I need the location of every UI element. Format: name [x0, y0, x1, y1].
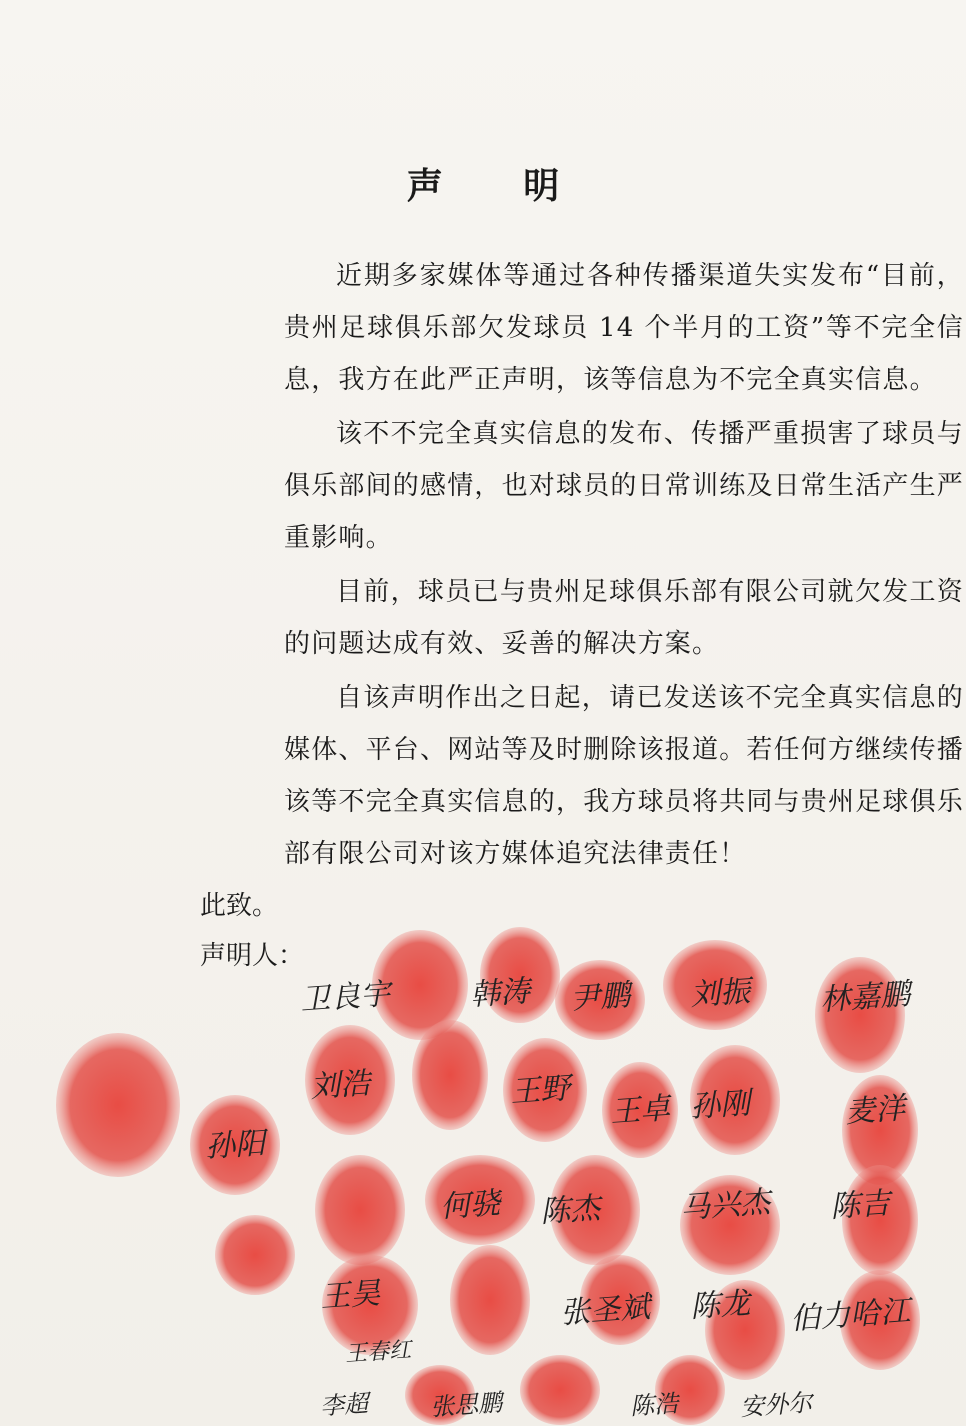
paragraph-1: 近期多家媒体等通过各种传播渠道失实发布“目前，贵州足球俱乐部欠发球员 14 个半月的工资”等不完全信息，我方在此严正声明，该等信息为不完全真实信息。	[284, 261, 964, 395]
closing-text: 此致。	[200, 891, 279, 921]
signature: 王野	[509, 1070, 572, 1111]
signature: 陈吉	[829, 1185, 892, 1226]
signature: 王春红	[344, 1337, 412, 1368]
fingerprint-mark	[56, 1033, 180, 1177]
fingerprint-mark	[520, 1355, 600, 1425]
signature: 张思鹏	[429, 1388, 504, 1422]
signature: 马兴杰	[679, 1184, 772, 1227]
signature: 陈浩	[629, 1389, 680, 1421]
signature: 安外尔	[739, 1388, 814, 1422]
signature: 麦洋	[844, 1090, 907, 1131]
signature: 王卓	[609, 1090, 672, 1131]
signature: 刘振	[689, 973, 752, 1014]
fingerprint-mark	[412, 1020, 488, 1130]
fingerprint-mark	[450, 1245, 530, 1355]
paragraph-4: 自该声明作出之日起，请已发送该不完全真实信息的媒体、平台、网站等及时删除该报道。若任何方继续传播该等不完全真实信息的，我方球员将共同与贵州足球俱乐部有限公司对该方媒体追究法律责任！	[284, 683, 965, 869]
signature: 孙阳	[204, 1125, 267, 1166]
signature: 孙刚	[689, 1085, 752, 1126]
signature: 王昊	[319, 1275, 382, 1316]
document-title: 声 明	[406, 165, 594, 207]
signature: 卫良宇	[299, 976, 392, 1019]
signature: 韩涛	[469, 973, 532, 1014]
signature: 李超	[319, 1389, 370, 1421]
signature: 何骁	[439, 1185, 502, 1226]
signature: 尹鹏	[569, 977, 632, 1018]
signature: 陈杰	[539, 1190, 602, 1231]
signature: 伯力哈江	[789, 1293, 912, 1338]
paragraph-3: 目前，球员已与贵州足球俱乐部有限公司就欠发工资的问题达成有效、妥善的解决方案。	[284, 577, 964, 659]
signature: 陈龙	[689, 1285, 752, 1326]
fingerprint-mark	[315, 1155, 405, 1265]
signature: 刘浩	[309, 1065, 372, 1106]
signature: 张圣斌	[559, 1289, 652, 1332]
paragraph-2: 该不不完全真实信息的发布、传播严重损害了球员与俱乐部间的感情，也对球员的日常训练及日常生活产生严重影响。	[284, 419, 965, 553]
declarant-label: 声明人：	[200, 941, 305, 971]
signature: 林嘉鹏	[819, 976, 912, 1019]
fingerprint-mark	[215, 1215, 295, 1295]
